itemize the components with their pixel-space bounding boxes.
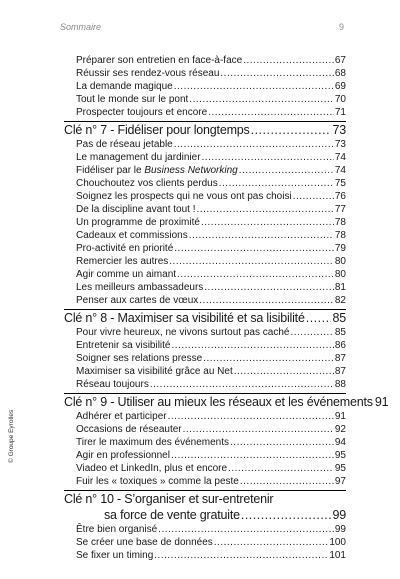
dot-leader [203,352,334,365]
page-number: 69 [334,81,346,92]
page-number: 74 [334,152,346,163]
entry-title: Agir comme un aimant [76,269,177,280]
entry-title: Tout le monde sur le pont [76,94,189,105]
dot-leader [208,106,334,119]
page-number: 91 [334,411,346,422]
toc-entry[interactable] [64,549,346,562]
page-number: 92 [334,424,346,435]
page-number: 79 [334,243,346,254]
dot-leader [174,138,334,151]
entry-title: Maximiser sa visibilité grâce au Net [76,366,233,377]
entry-title: Adhérer et participer [76,411,167,422]
entry-title: Être bien organisé [76,524,158,535]
dot-leader [183,423,334,436]
toc-entry[interactable] [64,106,346,119]
page-number: 82 [334,295,346,306]
dot-leader [234,365,334,378]
chapter-entry[interactable] [64,309,346,326]
page-number: 81 [334,282,346,293]
entry-title: Se créer une base de données [76,537,213,548]
toc-entry[interactable] [64,216,346,229]
toc-entry[interactable] [64,365,346,378]
entry-title: Soigner ses relations presse [76,353,203,364]
toc-entry[interactable] [64,268,346,281]
dot-leader [230,436,334,449]
toc-entry[interactable] [64,177,346,190]
toc-entry[interactable] [64,203,346,216]
chapter-title-text: sa force de vente gratuite [104,508,240,522]
page-number: 78 [334,217,346,228]
entry-title: Préparer son entretien en face-à-face [76,55,243,66]
toc-entry[interactable] [64,352,346,365]
dot-leader [158,523,334,536]
dot-leader [251,122,332,138]
entry-title: Chouchoutez vos clients perdus [76,178,218,189]
chapter-page-number: 99 [332,508,346,522]
toc-entry[interactable] [64,242,346,255]
page-number: 75 [334,178,346,189]
entry-title: Réseau toujours [76,379,149,390]
page-number: 80 [334,269,346,280]
dot-leader [241,507,332,523]
dot-leader [240,475,334,488]
toc-entry[interactable] [64,294,346,307]
dot-leader [168,410,334,423]
page-number: 73 [332,123,346,137]
page-number: 97 [334,476,346,487]
entry-title: Tirer le maximum des événements [76,437,230,448]
page-number: 78 [334,230,346,241]
entry-title: Entretenir sa visibilité [76,340,171,351]
entry-title: Soignez les prospects qui ne vous ont pas choisi [76,191,292,202]
entry-title: Pas de réseau jetable [76,139,173,150]
dot-leader [169,255,334,268]
dot-leader [228,462,334,475]
toc-entry[interactable] [64,67,346,80]
entry-title: Pour vivre heureux, ne vivons surtout pas caché [76,327,290,338]
dot-leader [219,177,334,190]
toc-entry[interactable] [64,255,346,268]
page-number: 76 [334,191,346,202]
dot-leader [290,326,333,339]
chapter-title-line2 [64,507,346,523]
chapter-title: Clé n° 9 - Utiliser au mieux les réseaux et les événements [64,395,373,409]
toc-entry[interactable] [64,462,346,475]
toc-entry[interactable] [64,54,346,67]
page-number: 100 [329,537,346,548]
entry-title: Se fixer un timing [76,550,154,561]
entry-title-part: Fidéliser par le [76,165,145,176]
entry-title: Occasions de réseauter [76,424,182,435]
page-number: 95 [334,450,346,461]
dot-leader [204,281,334,294]
running-header [60,22,344,36]
toc-entry[interactable] [64,326,346,339]
entry-title: Un programme de proximité [76,217,200,228]
page-number: 91 [374,395,389,409]
dot-leader [197,203,334,216]
toc-entry[interactable] [64,449,346,462]
entry-title: De la discipline avant tout ! [76,204,196,215]
toc-entry[interactable] [64,339,346,352]
toc-entry[interactable] [64,281,346,294]
dot-leader [306,310,332,326]
page-number: 68 [334,68,346,79]
toc-entry[interactable] [64,378,346,391]
entry-title: Réussir ses rendez-vous réseau [76,68,220,79]
page-number: 71 [334,107,346,118]
page-number: 95 [334,463,346,474]
page-number: 94 [334,437,346,448]
dot-leader [154,549,328,562]
toc-entry[interactable] [64,93,346,106]
page-number: 67 [334,55,346,66]
toc-entry[interactable] [64,138,346,151]
chapter-title: Clé n° 8 - Maximiser sa visibilité et sa lisibilité [64,311,305,325]
dot-leader [293,190,334,203]
entry-title: Les meilleurs ambassadeurs [76,282,204,293]
chapter-entry[interactable] [64,393,389,410]
dot-leader [220,67,333,80]
entry-title: La demande magique [76,81,173,92]
copyright-note: © Groupe Eyrolles [8,409,15,463]
toc-entry[interactable] [64,475,346,488]
toc-entry[interactable] [64,410,346,423]
chapter-title: Clé n° 7 - Fidéliser pour longtemps [64,123,250,137]
page-number: 86 [334,340,346,351]
entry-title: Fuir les « toxiques » comme la peste [76,476,239,487]
page-number: 87 [334,353,346,364]
dot-leader [243,54,334,67]
toc-entry[interactable] [64,536,346,549]
table-of-contents [64,54,389,562]
dot-leader [174,80,334,93]
toc-entry[interactable] [64,229,346,242]
dot-leader [239,164,334,177]
entry-title: Prospecter toujours et encore [76,107,208,118]
toc-entry[interactable] [64,164,346,177]
entry-title-italic: Business Networking [144,165,238,176]
page-number: 99 [334,524,346,535]
chapter-entry[interactable] [64,490,346,523]
toc-entry[interactable] [64,190,346,203]
dot-leader [189,229,334,242]
toc-entry[interactable] [64,80,346,93]
page-number: 77 [334,204,346,215]
dot-leader [171,339,333,352]
toc-entry[interactable] [64,151,346,164]
dot-leader [177,268,334,281]
page-number: 9 [338,22,344,32]
entry-title: Viadeo et LinkedIn, plus et encore [76,463,228,474]
dot-leader [174,242,334,255]
dot-leader [201,216,334,229]
chapter-entry[interactable] [64,121,346,138]
toc-entry[interactable] [64,423,346,436]
toc-entry[interactable] [64,436,346,449]
header-title: Sommaire [60,22,102,32]
entry-title: Cadeaux et commissions [76,230,188,241]
page-number: 80 [334,256,346,267]
toc-entry[interactable] [64,523,346,536]
page-number: 88 [334,379,346,390]
page-number: 74 [334,165,346,176]
page-number: 85 [332,311,346,325]
dot-leader [189,93,334,106]
dot-leader [202,151,334,164]
entry-title: Remercier les autres [76,256,169,267]
dot-leader [199,294,334,307]
page-number: 70 [334,94,346,105]
dot-leader [214,536,329,549]
page-number: 101 [329,550,346,561]
page-number: 73 [334,139,346,150]
entry-title: Agir en professionnel [76,450,170,461]
dot-leader [150,378,334,391]
dot-leader [171,449,334,462]
entry-title [76,164,238,177]
page-number: 85 [334,327,346,338]
entry-title: Le management du jardinier [76,152,201,163]
chapter-title-line1: Clé n° 10 - S’organiser et sur-entretenir [64,492,274,506]
page-number: 87 [334,366,346,377]
entry-title: Pro-activité en priorité [76,243,174,254]
entry-title: Penser aux cartes de vœux [76,295,199,306]
